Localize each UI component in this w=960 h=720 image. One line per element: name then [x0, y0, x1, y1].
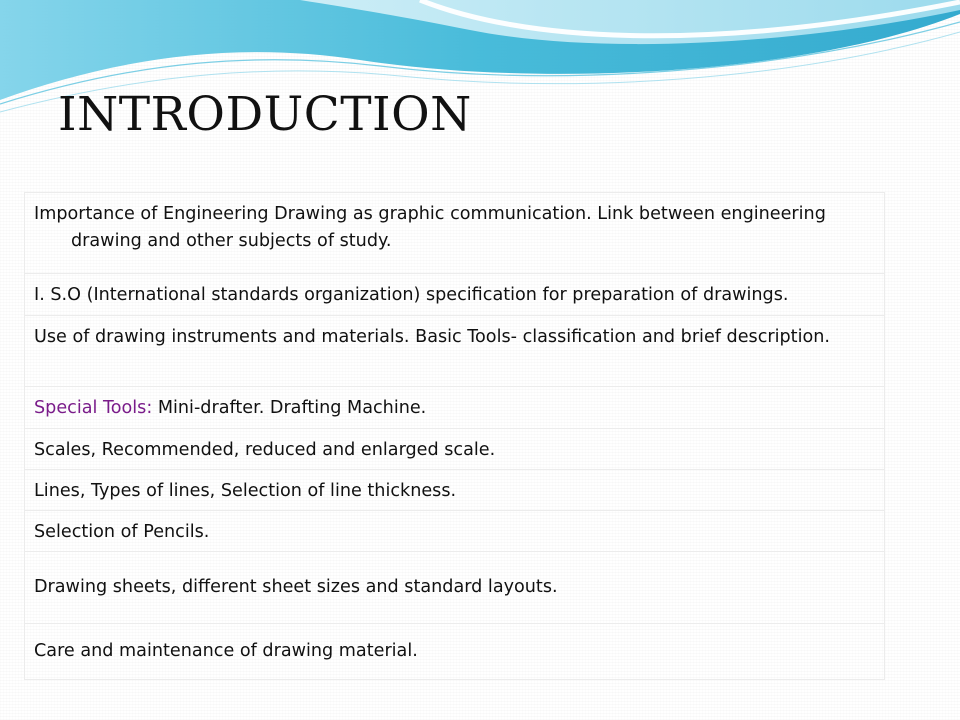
topics-table: [24, 192, 885, 680]
topic-text: Drawing sheets, different sheet sizes and standard layouts.: [34, 577, 558, 597]
topic-text: Selection of Pencils.: [34, 522, 210, 542]
topic-text: [34, 395, 870, 422]
topic-row: [25, 387, 884, 429]
topic-row: [25, 429, 884, 470]
topic-row: [25, 552, 884, 624]
topic-row: [25, 511, 884, 552]
topic-text: Care and maintenance of drawing material.: [34, 641, 418, 661]
topic-row: [25, 470, 884, 511]
slide-title: INTRODUCTION: [58, 87, 472, 142]
topic-row: [25, 193, 884, 274]
topic-highlight-label: Special Tools:: [34, 398, 153, 418]
topic-text: Lines, Types of lines, Selection of line thickness.: [34, 481, 457, 501]
topic-text: Scales, Recommended, reduced and enlarged scale.: [34, 440, 496, 460]
topic-text: I. S.O (International standards organization) specification for preparation of drawings.: [34, 285, 789, 305]
topic-text: Importance of Engineering Drawing as graphic communication. Link between engineering drawing and other subjects of study.: [34, 204, 826, 251]
topic-row: [25, 274, 884, 316]
topic-row: [25, 624, 884, 679]
topic-text-rest: Mini-drafter. Drafting Machine.: [152, 398, 427, 418]
topic-row: [25, 316, 884, 387]
topic-text: Use of drawing instruments and materials. Basic Tools- classification and brief description.: [34, 327, 830, 347]
